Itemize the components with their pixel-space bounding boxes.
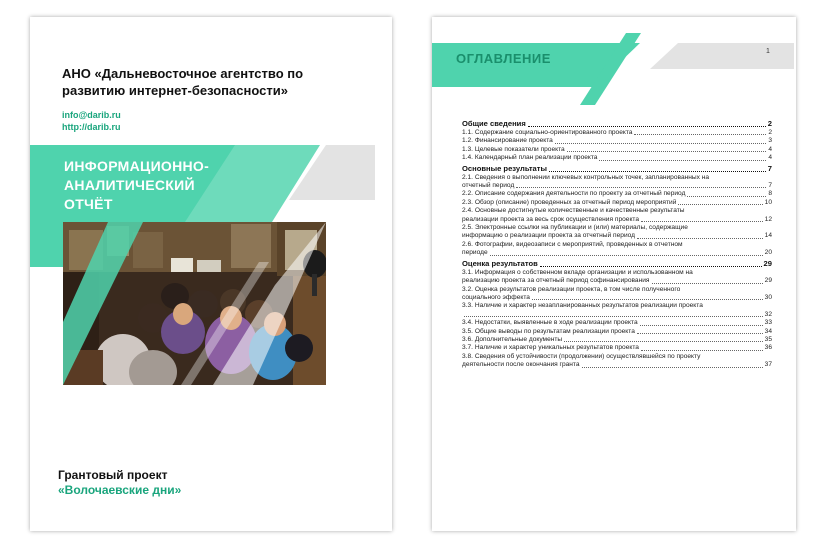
toc-entry[interactable]: 2.4. Основные достигнутые количественные и качественные результаты реализации проекта за весь срок осуществления проекта 12 [462,207,772,223]
toc-entry[interactable]: 2.2. Описание содержания деятельности по проекту за отчетный период 8 [462,190,772,198]
toc-entry[interactable]: 1.3. Целевые показатели проекта 4 [462,145,772,153]
contact-email: info@darib.ru [62,110,121,120]
report-cover-page [30,17,392,531]
toc-gray-stripe [650,43,794,69]
grant-label: Грантовый проект [58,468,168,482]
event-photo [63,222,326,385]
toc-entry[interactable]: 3.2. Оценка результатов реализации проекта, в том числе полученного социального эффекта 30 [462,285,772,301]
toc-entry[interactable]: 3.1. Информация о собственном вкладе организации и использованном на реализацию проекта за отчетный период софинансирования 29 [462,268,772,285]
toc-entry[interactable]: 3.3. Наличие и характер незапланированных результатов реализации проекта 32 [462,302,772,318]
toc-entry[interactable]: 3.5. Общие выводы по результатам реализации проекта 34 [462,327,772,335]
toc-heading: ОГЛАВЛЕНИЕ [456,51,551,66]
toc-list [462,118,772,370]
organization-name: АНО «Дальневосточное агентство по развитию интернет-безопасности» [62,66,304,98]
report-title [64,157,264,214]
toc-entry[interactable]: 1.1. Содержание социально-ориентированного проекта 2 [462,129,772,136]
toc-section[interactable]: Общие сведения 2 [462,119,772,128]
photo-diagonal-overlay [63,222,326,385]
toc-entry[interactable]: 2.1. Сведения о выполнении ключевых контрольных точек, запланированных на отчетный период 7 [462,173,772,190]
toc-entry[interactable]: 3.4. Недостатки, выявленные в ходе реализации проекта 33 [462,319,772,327]
cover-band-extension [30,222,63,267]
project-name: «Волочаевские дни» [58,483,182,497]
toc-entry[interactable]: 3.7. Наличие и характер уникальных результатов проекта 36 [462,344,772,352]
contact-website: http://darib.ru [62,122,121,132]
toc-entry[interactable]: 2.3. Обзор (описание) проведенных за отчетный период мероприятий 10 [462,198,772,206]
contact-block [62,109,121,133]
toc-section[interactable]: Оценка результатов 29 [462,258,772,268]
report-title-line: ОТЧЁТ [64,196,113,212]
toc-entry[interactable]: 2.5. Электронные ссылки на публикации и (или) материалы, содержащие информацию о реализации проекта за отчетный период 14 [462,224,772,240]
report-title-line: АНАЛИТИЧЕСКИЙ [64,177,195,193]
toc-section[interactable]: Основные результаты 7 [462,163,772,173]
toc-entry[interactable]: 3.6. Дополнительные документы 35 [462,335,772,343]
page-number: 1 [766,48,770,55]
table-of-contents-page [432,17,796,531]
report-title-line: ИНФОРМАЦИОННО- [64,158,210,174]
toc-entry[interactable]: 1.2. Финансирование проекта 3 [462,137,772,145]
toc-entry[interactable]: 1.4. Календарный план реализации проекта 4 [462,154,772,162]
grant-project-block [58,468,181,498]
toc-entry[interactable]: 2.6. Фотографии, видеозаписи с мероприятий, проведенных в отчетном периоде 20 [462,240,772,257]
toc-entry[interactable]: 3.8. Сведения об устойчивости (продолжении) осуществлявшейся по проекту деятельности после окончания гранта 37 [462,352,772,369]
